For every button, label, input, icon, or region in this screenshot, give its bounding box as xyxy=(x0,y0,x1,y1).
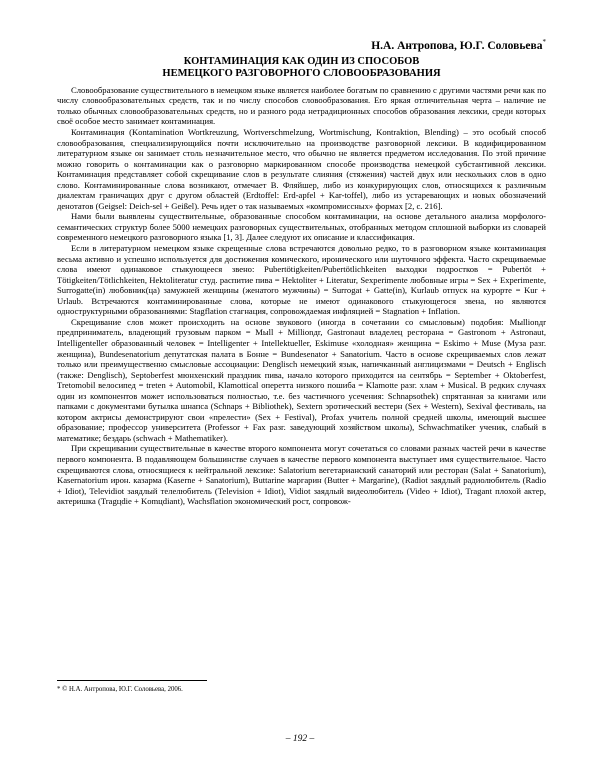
authors: Н.А. Антропова, Ю.Г. Соловьева xyxy=(371,39,543,52)
paragraph-6: При скрещивании существительные в качестве второго компонента могут сочетаться со словами разных частей речи в качестве первого компонента. В подавляющем большинстве случаев в качестве первого компонента выступает имя существительное. Часто скрещиваются слова, относящиеся к нейтральной лексике: Salatorium вегетарианский санаторий или ресторан (Salat + Sanatorium), Kasernatorium ирон. казарма (Kaserne + Sanatorium), Buttarine маргарин (Butter + Margarine), (Radiot заядлый радиолюбитель (Radio + Idiot), Televidiot заядлый телелюбитель (Television + Idiot), Vidiot заядлый видеолюбитель (Video + Idiot), Tragant плохой актер, актеришка (Tragцdie + Komцdiant), Wachsflation экономический рост, сопровож- xyxy=(57,443,546,507)
paragraph-3: Нами были выявлены существительные, образованные способом контаминации, на основе детального анализа морфолого-семантических структур более 5000 немецких разговорных существительных, отобранных методом сплошной выборки из словарей современного немецкого разговорного языка [1, 3]. Далее следуют их описание и классификация. xyxy=(57,211,546,243)
title-line-2: НЕМЕЦКОГО РАЗГОВОРНОГО СЛОВООБРАЗОВАНИЯ xyxy=(162,68,441,80)
paragraph-4: Если в литературном немецком языке скрещенные слова встречаются довольно редко, то в разговорном языке контаминация весьма активно и успешно используется для достижения комического, иронического или шуточного эффекта. Часто скрещиваемые слова имеют одинаковое стыкующееся звено: Pubertötigkeiten/Pubertötlichkeiten выходки подростков = Pubertöt + Tötigkeiten/Tötlichkeiten, Hektoliteratur студ. распитие пива = Hektoliter + Literatur, Sexperimente любовные игры = Sex + Experimente, Surrogatte(in) любовник(ца) замужней женщины (женатого мужчины) = Surrogat + Gatte(in), Kurlaub отпуск на курорте = Kur + Urlaub. Встречаются контаминированные слова, которые не имеют одинакового стыкующегося звена, но являются одноструктурными образованиями: Stagflation стагнация, сопровождаемая инфляцией = Stagnation + Inflation. xyxy=(57,243,546,317)
article-body xyxy=(57,85,546,507)
title-line-1: КОНТАМИНАЦИЯ КАК ОДИН ИЗ СПОСОБОВ xyxy=(183,55,420,67)
paragraph-5: Скрещивание слов может происходить на основе звукового (иногда в сочетании со смысловым) подобия: Mыllionдr предприниматель, владеющий грузовым парком = Mыll + Millionдr, Gastronaut владелец ресторана = Gastronom + Astronaut, Intelligenteller образованный человек = Intelligenter + Intellektueller, Eskimuse «холодная» женщина = Eskimo + Muse (Муза разг. женщина), Bundesenatorium депутатская палата в Бонне = Bundesenator + Sanatorium. Часто в основе скрещиваемых слов лежат только или преимущественно смысловые ассоциации: Denglisch немецкий язык, напичканный англицизмами = Deutsch + Englisch (также: Denglisch), Septoberfest мюнхенский праздник пива, начало которого приходится на сентябрь = September + Oktoberfest, Tretomobil велосипед = treten + Automobil, Klamottical оперетта низкого пошиба = Klamotte разг. хлам + Musical. В редких случаях один из компонентов может использоваться полностью, т.е. без частичного усечения: Schnapsothek) спрятанная за книгами или папками с документами бутылка шнапса (Schnaps + Bibliothek), Sextern эротический вестерн (Sex + Western), Sexival фестиваль, на котором актрисы демонстрируют свои «прелести» (Sex + Festival), Profax учитель полной средней школы, имеющий высшее образование; профессор университета (Professor + Fax разг. заведующий хозяйством школы), Schwachmatiker ученик, слабый в математике; бездарь (schwach + Mathematiker). xyxy=(57,316,546,443)
footnote: * © Н.А. Антропова, Ю.Г. Соловьева, 2006. xyxy=(57,686,183,693)
authors-line xyxy=(57,38,546,52)
paragraph-2: Контаминация (Kontamination Wortkreuzung, Wortverschmelzung, Wortmischung, Kontraktion, Blending) – это особый способ словообразования, специализирующийся почти исключительно на производстве разговорной лексики. В кодифицированном литературном языке он занимает столь незначительное место, что обычно не является предметом исследования. По этой причине можно говорить о контаминации как о разговорно маркированном способе производства немецкой субстантивной лексики. Контаминация представляет собой скрещивание слов в результате слияния (стяжения) частей двух или нескольких слов в одно слово. Контаминированные слова возникают, отмечает В. Фляйшер, либо из конкурирующих слов, относящихся к различным диалектам граничащих друг с другом областей (Erdtoffel: Erd-apfel + Kar-toffel), либо из устаревающих и новых обозначений денотатов (Geigsel: Deich-sel + Geißel). Речь идет о так называемых «компромиссных» формах [2, с. 216]. xyxy=(57,127,546,211)
footnote-mark: * xyxy=(542,38,546,46)
paragraph-1: Словообразование существительного в немецком языке является наиболее богатым по сравнению с другими частями речи как по числу словообразовательных средств, так и по числу способов словообразования. Его яркая отличительная черта – наличие не только обычных словообразовательных средств, но и разного рода нетрадиционных способов образования лексики, среди которых своё особое место занимает контаминация. xyxy=(57,84,546,127)
page-number: – 192 – xyxy=(285,734,315,744)
footnote-rule xyxy=(57,680,207,681)
article-title xyxy=(57,56,546,81)
